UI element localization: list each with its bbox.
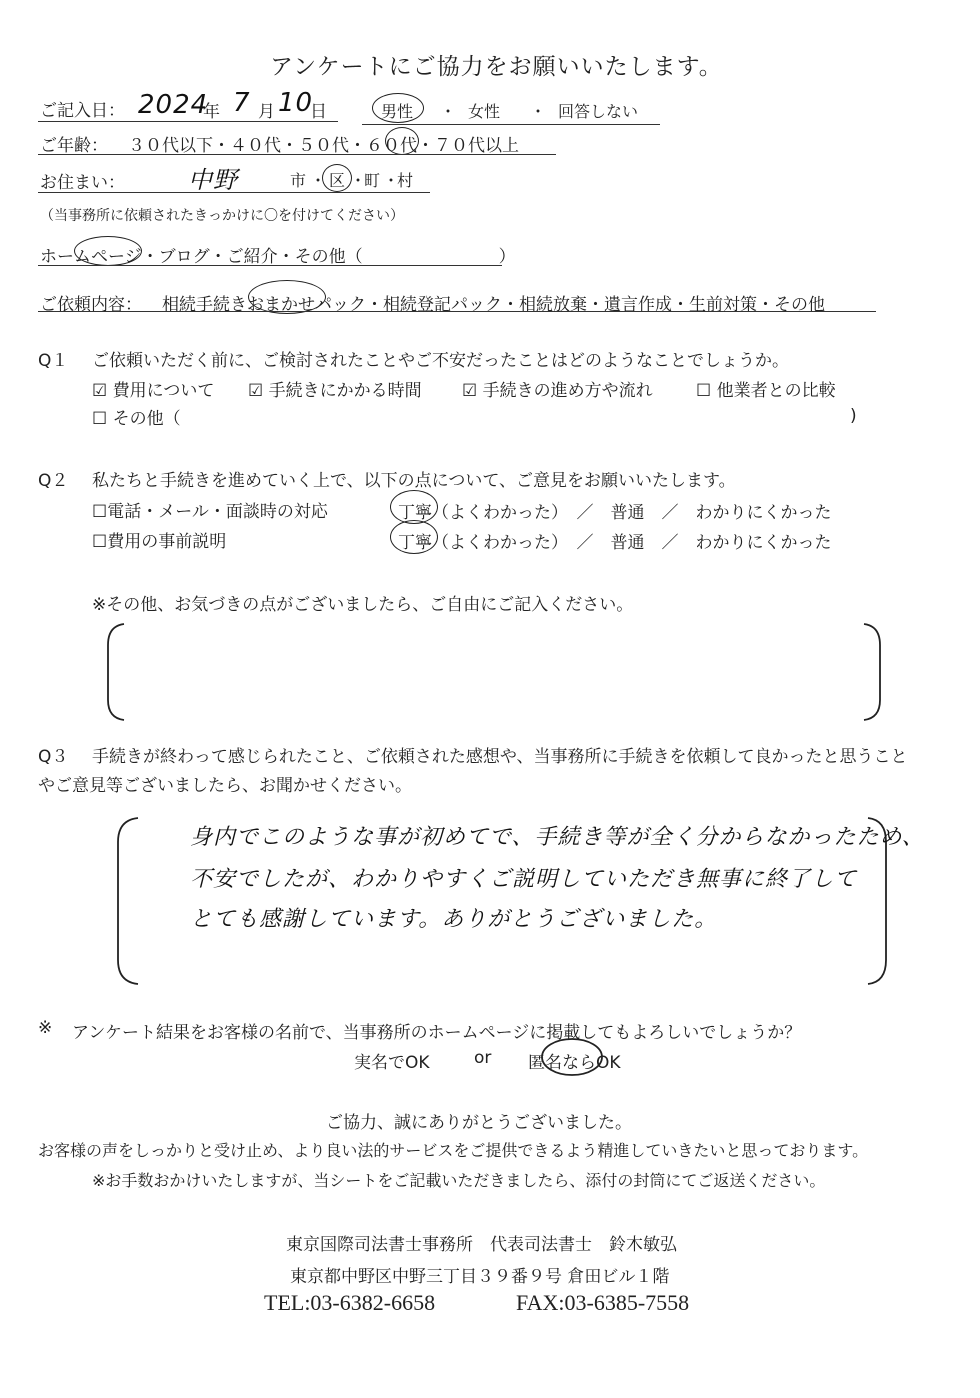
q3-answer-line-3: とても感謝しています。ありがとうございました。 [190, 907, 718, 932]
q2-box-left-bracket [108, 624, 124, 720]
gender-male: 男性 [381, 102, 414, 121]
gender-separator-1: ・ [440, 102, 457, 121]
publish-question: アンケート結果をお客様の名前で、当事務所のホームページに掲載してもよろしいでしょうか？ [72, 1023, 802, 1043]
entry-date-day-unit: 日 [310, 102, 327, 122]
referral-options: ホームページ・ブログ・ご紹介・その他（ ） [40, 247, 516, 267]
publish-mark: ※ [38, 1018, 53, 1038]
q1-option-time-label: 手続きにかかる時間 [268, 381, 422, 401]
office-fax: FAX:03-6385-7558 [516, 1290, 690, 1315]
entry-date-month: 7 [233, 88, 251, 118]
q1-option-other-label: その他（ [112, 409, 181, 429]
office-tel: TEL:03-6382-6658 [264, 1290, 436, 1315]
q1-option-time-checkbox[interactable]: ☑ [248, 381, 264, 401]
publish-or: or [474, 1048, 492, 1068]
q1-option-cost-checkbox[interactable]: ☑ [92, 381, 108, 401]
q3-answer-line-1: 身内でこのような事が初めてで、手続き等が全く分からなかったため、 [190, 825, 925, 850]
entry-date-label: ご記入日： [40, 101, 125, 121]
age-label: ご年齢： [40, 136, 108, 156]
q1-option-process-label: 手続きの進め方や流れ [482, 381, 653, 401]
residence-sep-3: ・ [383, 171, 400, 190]
q2-free-text[interactable] [140, 640, 850, 700]
gender-no-answer: 回答しない [558, 102, 639, 121]
q2-note: ※その他、お気づきの点がございましたら、ご自由にご記入ください。 [92, 595, 634, 615]
q1-question: ご依頼いただく前に、ご検討されたことやご不安だったことはどのようなことでしょうか。 [92, 351, 789, 371]
q1-option-process-checkbox[interactable]: ☑ [462, 381, 478, 401]
publish-option-real-name[interactable]: 実名でOK [354, 1053, 430, 1073]
publish-option-anonymous[interactable]: 匿名ならOK [528, 1053, 621, 1073]
residence-city: 市 [290, 171, 307, 190]
page-title: アンケートにご協力をお願いいたします。 [270, 54, 723, 80]
q1-option-comparison-label: 他業者との比較 [716, 381, 836, 401]
q3-box-left-bracket [118, 818, 138, 984]
residence-village: 村 [397, 171, 414, 190]
referral-instruction: （当事務所に依頼されたきっかけに〇を付けてください） [40, 208, 404, 224]
q2-row-cost-answer: 丁寧（よくわかった） ／ 普通 ／ わかりにくかった [398, 533, 832, 553]
entry-date-month-unit: 月 [258, 102, 275, 122]
q2-row-cost-label[interactable]: ☐費用の事前説明 [92, 532, 227, 552]
q3-question-line1: 手続きが終わって感じられたこと、ご依頼された感想や、当事務所に手続きを依頼して良かったと思うこと [92, 747, 908, 767]
q2-box-right-bracket [864, 624, 880, 720]
entry-date-year: 2024 [138, 90, 209, 120]
entry-date-year-unit: 年 [203, 102, 220, 122]
residence-sep-1: ・ [310, 171, 327, 190]
q1-option-comparison-checkbox[interactable]: ☐ [696, 381, 712, 401]
q1-number: Q１ [38, 351, 69, 371]
closing-line-2: お客様の声をしっかりと受け止め、より良い法的サービスをご提供できるよう精進していきたいと思っております。 [38, 1141, 869, 1160]
closing-line-3: ※お手数おかけいたしますが、当シートをご記載いただきましたら、添付の封筒にてご返送ください。 [92, 1171, 826, 1190]
q3-answer-line-2: 不安でしたが、わかりやすくご説明していただき無事に終了して [190, 867, 858, 892]
age-options: ３０代以下・４０代・５０代・６０代・７０代以上 [128, 136, 519, 156]
office-address: 東京都中野区中野三丁目３９番９号 倉田ビル１階 [290, 1267, 670, 1287]
residence-value: 中野 [188, 166, 238, 194]
q2-question: 私たちと手続きを進めていく上で、以下の点について、ご意見をお願いいたします。 [92, 471, 736, 491]
q1-other-close: ) [850, 406, 857, 426]
residence-town: 町 [364, 171, 381, 190]
entry-date-day: 10 [278, 88, 314, 118]
q2-row-contact-label[interactable]: ☐電話・メール・面談時の対応 [92, 502, 328, 522]
closing-line-1: ご協力、誠にありがとうございました。 [326, 1113, 632, 1133]
request-options: 相続手続きおまかせパック・相続登記パック・相続放棄・遺言作成・生前対策・その他 [162, 295, 825, 315]
gender-female: 女性 [468, 102, 501, 121]
residence-label: お住まい： [40, 173, 125, 193]
q3-number: Q３ [38, 747, 69, 767]
q2-row-contact-answer: 丁寧（よくわかった） ／ 普通 ／ わかりにくかった [398, 503, 832, 523]
residence-sep-2: ・ [350, 171, 367, 190]
q3-question-line2: やご意見等ございましたら、お聞かせください。 [38, 776, 412, 796]
q1-option-cost-label: 費用について [112, 381, 215, 401]
request-label: ご依頼内容： [40, 295, 142, 315]
office-name: 東京国際司法書士事務所 代表司法書士 鈴木敏弘 [286, 1235, 677, 1255]
gender-separator-2: ・ [530, 102, 547, 121]
q2-number: Q２ [38, 471, 69, 491]
q1-option-other-checkbox[interactable]: ☐ [92, 409, 108, 429]
residence-ward: 区 [329, 171, 346, 190]
